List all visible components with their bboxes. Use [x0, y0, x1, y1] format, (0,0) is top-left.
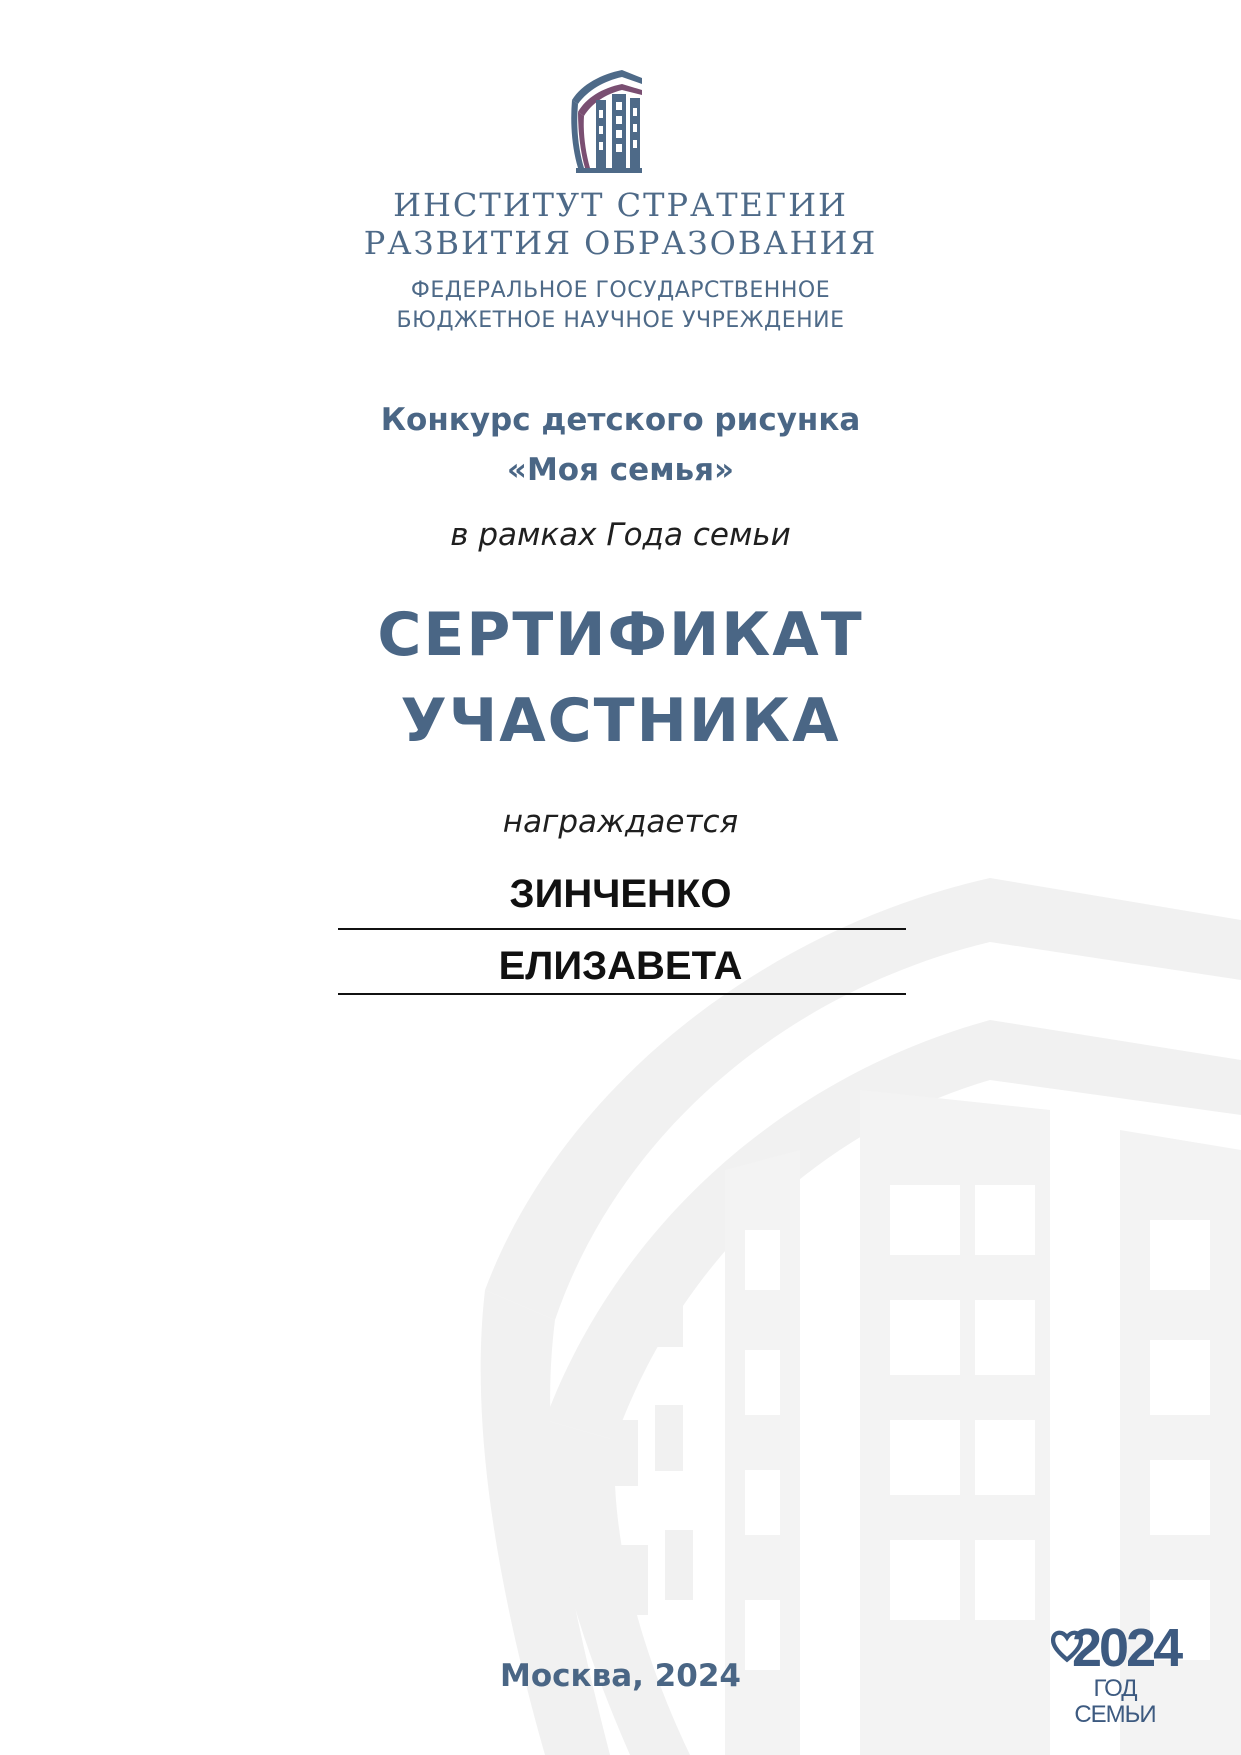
- given-name-underline: [338, 993, 906, 995]
- institute-type-line1: ФЕДЕРАЛЬНОЕ ГОСУДАРСТВЕННОЕ: [410, 278, 831, 303]
- city-year: Москва, 2024: [500, 1658, 741, 1694]
- certificate-title-line2: УЧАСТНИКА: [400, 686, 841, 756]
- recipient-surname: ЗИНЧЕНКО: [509, 872, 732, 916]
- year-of-family-logo: [1050, 1618, 1181, 1728]
- institute-name-line2: РАЗВИТИЯ ОБРАЗОВАНИЯ: [363, 224, 878, 262]
- institute-name-line1: ИНСТИТУТ СТРАТЕГИИ: [393, 186, 848, 224]
- awarded-label: награждается: [502, 804, 739, 840]
- year-number: 2024: [1072, 1618, 1181, 1678]
- certificate-title-line1: СЕРТИФИКАТ: [377, 600, 864, 670]
- contest-title: Конкурс детского рисунка: [380, 402, 861, 438]
- year-caption: ГОД СЕМЬИ: [1074, 1675, 1156, 1728]
- contest-context: в рамках Года семьи: [450, 517, 791, 553]
- institute-type-line2: БЮДЖЕТНОЕ НАУЧНОЕ УЧРЕЖДЕНИЕ: [396, 308, 845, 333]
- building-icon: [568, 70, 646, 176]
- surname-underline: [338, 928, 906, 930]
- contest-name: «Моя семья»: [506, 452, 735, 488]
- recipient-given-name: ЕЛИЗАВЕТА: [498, 944, 743, 988]
